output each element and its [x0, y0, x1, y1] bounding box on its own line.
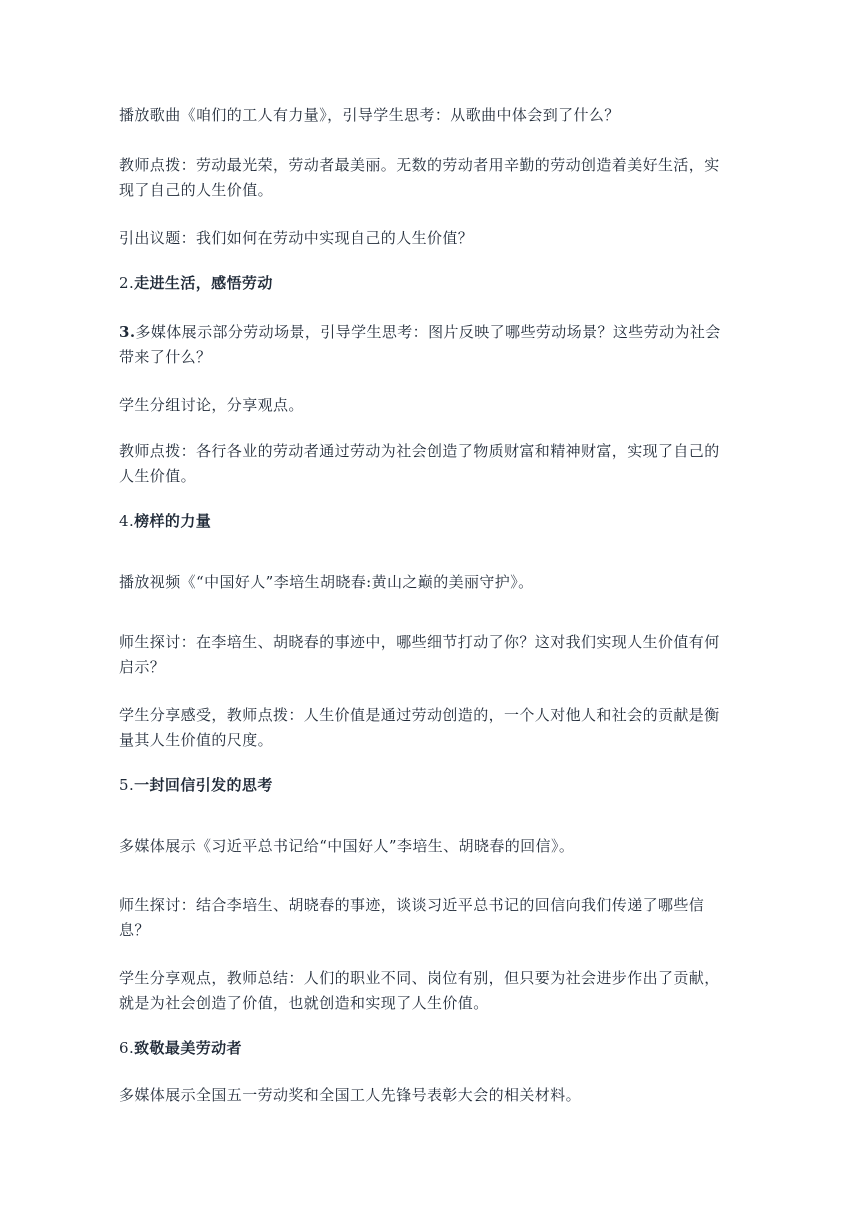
item-text: 多媒体展示部分劳动场景，引导学生思考：图片反映了哪些劳动场景？这些劳动为社会带来了什么？	[119, 323, 721, 366]
paragraph-summary: 学生分享观点，教师总结：人们的职业不同、岗位有别，但只要为社会进步作出了贡献，就是为社会创造了价值，也就创造和实现了人生价值。	[119, 969, 720, 1012]
paragraph-play-video: 播放视频《“中国好人”李培生胡晓春:黄山之巅的美丽守护》。	[119, 573, 534, 591]
section-heading-4	[119, 509, 725, 534]
section-number: 6.	[119, 1039, 135, 1057]
paragraph-topic: 引出议题：我们如何在劳动中实现自己的人生价值？	[119, 229, 474, 247]
paragraph-group-discussion: 学生分组讨论，分享观点。	[119, 396, 304, 414]
paragraph-play-song: 播放歌曲《咱们的工人有力量》，引导学生思考：从歌曲中体会到了什么？	[119, 106, 620, 124]
paragraph-letter-display: 多媒体展示《习近平总书记给“中国好人”李培生、胡晓春的回信》。	[119, 837, 575, 855]
paragraph-award-materials: 多媒体展示全国五一劳动奖和全国工人先锋号表彰大会的相关材料。	[119, 1086, 582, 1104]
section-title: 一封回信引发的思考	[134, 776, 273, 794]
section-heading-2	[119, 271, 725, 296]
section-heading-5	[119, 773, 725, 798]
section-number: 2.	[119, 274, 135, 292]
section-heading-6	[119, 1036, 725, 1061]
item-number: 3.	[119, 323, 136, 341]
paragraph-discussion-2: 师生探讨：结合李培生、胡晓春的事迹，谈谈习近平总书记的回信向我们传递了哪些信息？	[119, 896, 705, 939]
section-number: 4.	[119, 512, 135, 530]
paragraph-teacher-guidance-1: 教师点拨：劳动最光荣，劳动者最美丽。无数的劳动者用辛勤的劳动创造着美好生活，实现了自己的人生价值。	[119, 156, 720, 199]
paragraph-sharing-1: 学生分享感受，教师点拨：人生价值是通过劳动创造的，一个人对他人和社会的贡献是衡量其人生价值的尺度。	[119, 706, 720, 749]
section-title: 致敬最美劳动者	[134, 1039, 242, 1057]
paragraph-teacher-guidance-2: 教师点拨：各行各业的劳动者通过劳动为社会创造了物质财富和精神财富，实现了自己的人生价值。	[119, 442, 720, 485]
section-title: 榜样的力量	[134, 512, 212, 530]
section-number: 5.	[119, 776, 135, 794]
paragraph-item-3	[119, 320, 725, 370]
section-title: 走进生活，感悟劳动	[134, 274, 273, 292]
paragraph-discussion-1: 师生探讨：在李培生、胡晓春的事迹中，哪些细节打动了你？这对我们实现人生价值有何启示？	[119, 633, 720, 676]
